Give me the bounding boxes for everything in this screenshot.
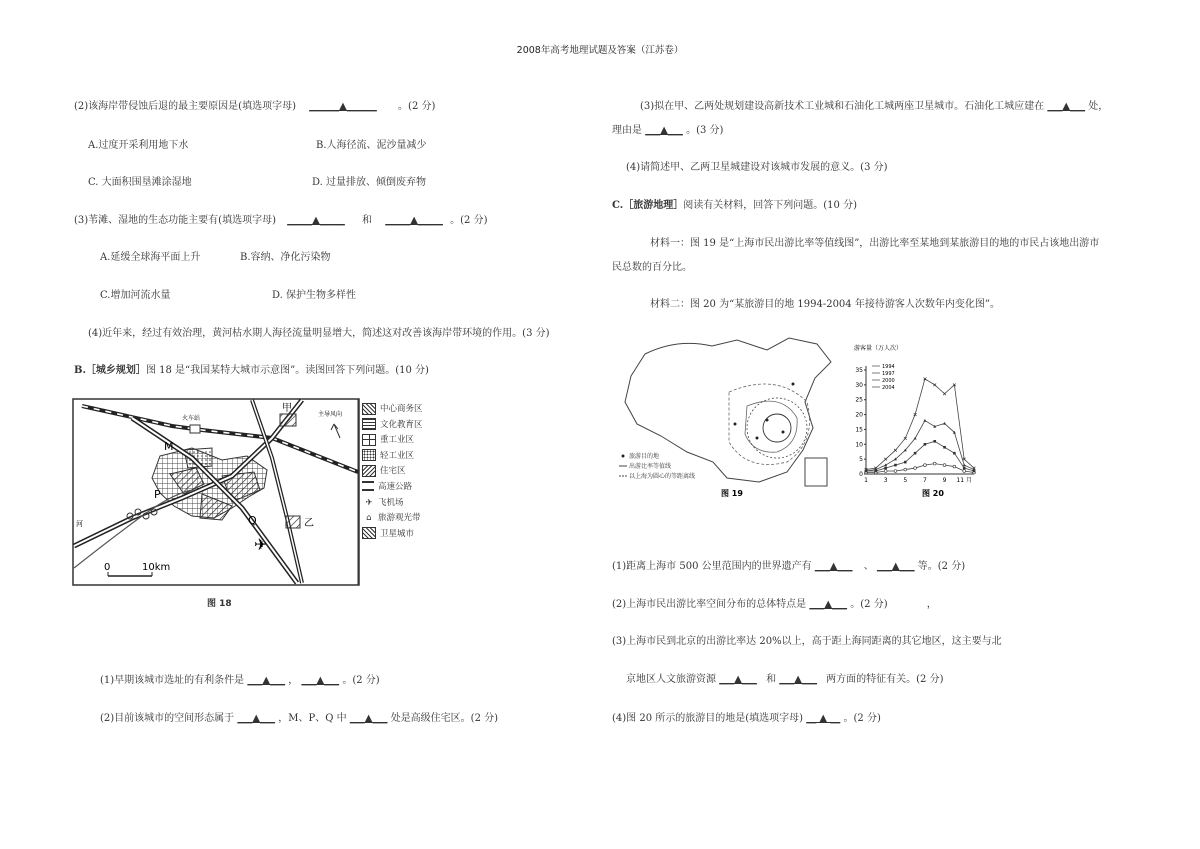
legend-item: 重工业区 xyxy=(362,433,423,449)
legend-item: 中心商务区 xyxy=(362,402,423,418)
question-b1: (1)早期该城市选址的有利条件是 ___▲___ ， ___▲___ 。(2 分) xyxy=(100,675,380,686)
fig19-caption: 图 19 xyxy=(721,489,743,498)
data-point xyxy=(943,446,946,449)
question-b4: (4)请简述甲、乙两卫星城建设对该城市发展的意义。(3 分) xyxy=(626,162,888,173)
option-c: C. 大面积围垦滩涂湿地 xyxy=(88,177,192,188)
china-outline xyxy=(625,338,831,482)
scale-10km: 10km xyxy=(142,562,171,573)
legend-item: ⌂ 旅游观光带 xyxy=(362,511,423,527)
answer-blank[interactable]: ___▲___ xyxy=(809,599,848,610)
airplane-icon: ✈ xyxy=(365,497,373,508)
label-river: 河 xyxy=(76,520,83,528)
question-b2: (2)目前该城市的空间形态属于 ___▲___ ，M、P、Q 中 ___▲___ 处是高级住宅区。(2 分) xyxy=(100,713,499,724)
data-point xyxy=(933,462,936,465)
y-tick-label: 35 xyxy=(855,367,863,374)
satellite-city-yi xyxy=(286,516,300,528)
label-p: P xyxy=(154,488,161,501)
material-1-cont: 民总数的百分比。 xyxy=(612,262,692,273)
x-tick-label: 5 xyxy=(903,477,908,484)
data-point xyxy=(884,458,887,461)
question-c2: (2)上海市民出游比率空间分布的总体特点是 ___▲___ 。(2 分) ， xyxy=(612,599,937,610)
data-point xyxy=(914,467,917,470)
label-jia: 甲 xyxy=(282,403,292,414)
svg-text:旅游目的地: 旅游目的地 xyxy=(629,453,660,460)
question-a3 xyxy=(74,211,487,226)
answer-blank[interactable]: ___▲___ xyxy=(1047,101,1086,112)
data-point xyxy=(943,422,946,425)
x-tick-label: 11 月 xyxy=(956,477,972,484)
data-point xyxy=(914,452,917,455)
score: 。(2 分) xyxy=(398,101,436,112)
score: 。(2 分) xyxy=(450,215,488,226)
answer-blank[interactable]: _____▲_____ xyxy=(287,215,345,226)
series-line-1994 xyxy=(866,464,974,473)
y-tick-label: 15 xyxy=(855,426,863,434)
fig18-caption: 图 18 xyxy=(207,599,232,609)
legend-item: 卫星城市 xyxy=(362,527,423,543)
answer-blank[interactable]: ______▲______ xyxy=(309,101,377,112)
legend-item: 轻工业区 xyxy=(362,449,423,465)
china-map-figure xyxy=(617,332,849,500)
conjunction: 和 xyxy=(362,215,373,226)
data-point xyxy=(904,461,907,464)
data-point xyxy=(943,464,946,467)
visitor-line-chart xyxy=(852,342,982,500)
section-b-heading xyxy=(74,361,429,376)
legend-item: ✈ 飞机场 xyxy=(362,496,423,512)
label-q: Q xyxy=(248,514,257,527)
data-point xyxy=(953,452,956,455)
wind-label: 主导风向 xyxy=(318,411,343,418)
data-point xyxy=(894,470,897,473)
legend-item: 文化教育区 xyxy=(362,418,423,434)
section-c-heading: C.［旅游地理］阅读有关材料，回答下列问题。(10 分) xyxy=(612,200,857,211)
option-d: D. 过量排放、倾倒废弃物 xyxy=(312,177,427,188)
label-yi: 乙 xyxy=(304,518,314,529)
y-tick-label: 25 xyxy=(855,396,863,404)
answer-blank[interactable]: __ ▲ __ xyxy=(806,713,841,724)
answer-blank[interactable]: ___▲___ xyxy=(247,675,286,686)
airport-icon: ✈ xyxy=(254,535,268,554)
station-label: 火车站 xyxy=(182,415,201,422)
label-m: M xyxy=(164,440,174,453)
x-tick-label: 1 xyxy=(864,477,868,484)
data-point xyxy=(924,443,927,446)
city-map-figure xyxy=(72,398,360,586)
answer-blank[interactable]: ___▲___ xyxy=(349,713,388,724)
option-a: A.延缓全球海平面上升 xyxy=(100,252,201,263)
y-tick-label: 10 xyxy=(855,441,863,449)
y-tick-label: 30 xyxy=(855,381,863,389)
data-point xyxy=(884,467,887,470)
question-b3-reason: 理由是 ___▲___ 。(3 分) xyxy=(612,125,724,136)
x-tick-label: 3 xyxy=(883,477,888,484)
legend-item: 住宅区 xyxy=(362,464,423,480)
option-b: B.人海径流、泥沙量减少 xyxy=(316,140,427,151)
data-point xyxy=(924,464,927,467)
data-point xyxy=(923,419,926,422)
satellite-city-jia xyxy=(280,414,296,426)
answer-blank[interactable]: ___▲___ xyxy=(645,125,683,136)
answer-blank[interactable]: ___▲___ xyxy=(779,674,817,685)
legend-label: 1997 xyxy=(882,371,895,377)
question-c4: (4)图 20 所示的旅游目的地是(填选项字母) __ ▲ __ 。(2 分) xyxy=(612,713,881,724)
legend-item: 高速公路 xyxy=(362,480,423,496)
question-a2 xyxy=(74,97,435,112)
material-2: 材料二：图 20 为“某旅游目的地 1994-2004 年接待游客人次数年内变化图”。 xyxy=(650,299,1000,310)
legend-label: 2000 xyxy=(882,378,895,384)
question-c1: (1)距离上海市 500 公里范围内的世界遗产有 ___▲___ 、 ___▲___ 等。(2 分) xyxy=(612,561,966,572)
x-tick-label: 9 xyxy=(942,477,947,484)
data-point xyxy=(933,440,936,443)
data-point xyxy=(884,470,887,473)
chart-ylabel: 游客量（万人次） xyxy=(854,345,903,352)
series-line-2000 xyxy=(866,421,974,472)
series-line-2004 xyxy=(866,379,974,470)
data-point xyxy=(953,465,956,468)
map-legend xyxy=(362,402,423,542)
data-point xyxy=(904,468,907,471)
material-1: 材料一：图 19 是“上海市民出游比率等值线图”，出游比率至某地到某旅游目的地的市民占该地出游市 xyxy=(650,238,1100,249)
question-a4: (4)近年来，经过有效治理，黄河枯水期人海径流量明显增大，简述这对改善该海岸带环境的作用。(3 分) xyxy=(88,328,550,339)
svg-text:以上海为圆心的等距离线: 以上海为圆心的等距离线 xyxy=(629,473,696,480)
answer-blank[interactable]: ___▲___ xyxy=(876,561,915,572)
data-point xyxy=(963,470,966,473)
data-point xyxy=(943,392,946,395)
y-tick-label: 5 xyxy=(859,456,863,464)
option-c: C.增加河流水量 xyxy=(100,290,171,301)
chart-title: 图 20 xyxy=(922,489,944,498)
data-point xyxy=(933,383,936,386)
data-point xyxy=(963,463,966,466)
option-a: A.过度开采利用地下水 xyxy=(88,140,189,151)
y-tick-label: 0 xyxy=(859,471,863,478)
answer-blank[interactable]: ___▲___ xyxy=(237,713,276,724)
svg-text:出游比率等值线: 出游比率等值线 xyxy=(629,463,672,470)
question-a2-text: (2)该海岸带侵蚀后退的最主要原因是(填选项字母) xyxy=(74,101,296,112)
train-station-icon xyxy=(190,425,200,433)
section-label: B.［城乡规划］ xyxy=(74,365,146,376)
answer-blank[interactable]: _____▲_____ xyxy=(385,215,443,226)
question-c3-cont: 京地区人文旅游资源 ___▲___ 和 ___▲___ 两方面的特征有关。(2 分) xyxy=(626,674,944,685)
question-c3: (3)上海市民到北京的出游比率达 20%以上，高于距上海同距离的其它地区，这主要与北 xyxy=(612,636,1002,647)
y-tick-label: 20 xyxy=(855,411,863,419)
south-sea-inset xyxy=(805,458,827,486)
option-b: B.容纳、净化污染物 xyxy=(240,252,331,263)
option-d: D. 保护生物多样性 xyxy=(272,290,357,301)
data-point xyxy=(963,467,966,470)
answer-blank[interactable]: ___▲___ xyxy=(814,561,853,572)
scale-zero: 0 xyxy=(104,562,111,573)
tourism-icon: ⌂ xyxy=(366,513,372,524)
data-point xyxy=(894,464,897,467)
legend-label: 1994 xyxy=(882,364,895,370)
section-text: 图 18 是“我国某特大城市示意图”。读图回答下列问题。(10 分) xyxy=(145,365,429,376)
answer-blank[interactable]: ___▲___ xyxy=(301,675,340,686)
data-point xyxy=(894,449,897,452)
legend-label: 2004 xyxy=(882,385,895,391)
x-tick-label: 7 xyxy=(922,477,927,484)
question-a3-text: (3)苇滩、湿地的生态功能主要有(填选项字母) xyxy=(74,215,276,226)
page-header: 2008年高考地理试题及答案（江苏卷） xyxy=(516,45,684,56)
answer-blank[interactable]: ___▲___ xyxy=(719,674,757,685)
question-b3: (3)拟在甲、乙两处规划建设高新技术工业城和石油化工城两座卫星城市。石油化工城应建在 ___▲___ 处， xyxy=(640,101,1109,112)
